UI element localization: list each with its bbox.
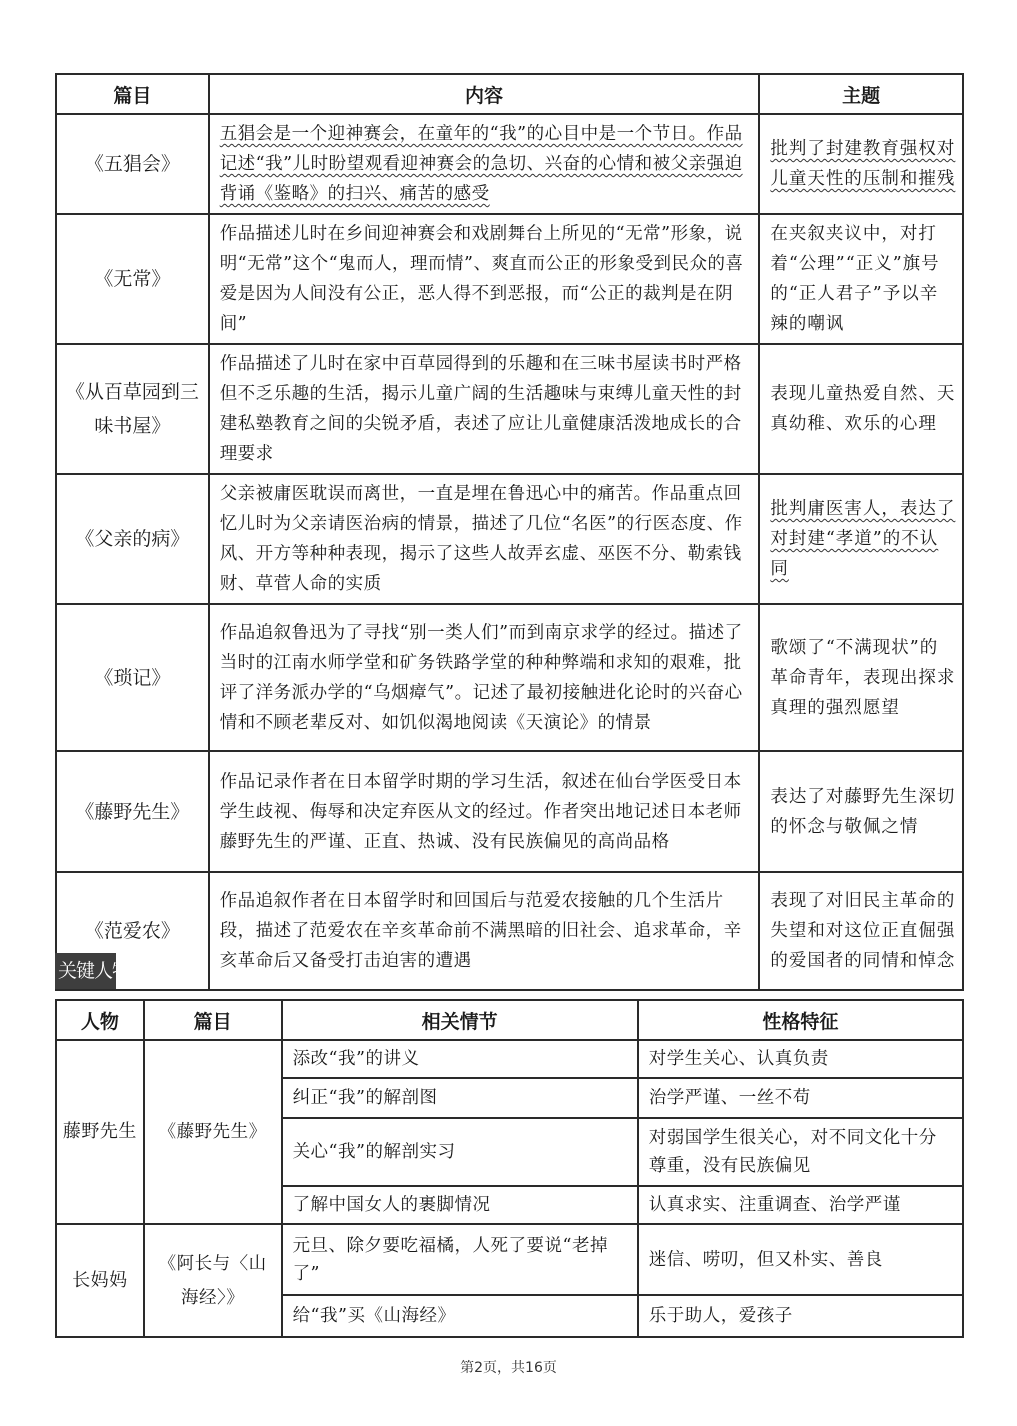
person-name: 藤野先生 — [56, 1040, 144, 1224]
table-row — [56, 344, 963, 474]
header-title: 篇目 — [56, 74, 209, 114]
person-work: 《藤野先生》 — [144, 1040, 282, 1224]
work-title: 《范爱农》 — [56, 872, 209, 990]
trait-cell: 对弱国学生很关心，对不同文化十分尊重，没有民族偏见 — [638, 1118, 963, 1186]
work-theme: 在夹叙夹议中，对打着“公理”“正义”旗号的“正人君子”予以辛辣的嘲讽 — [759, 214, 963, 344]
table-row — [56, 1224, 963, 1295]
table-row — [56, 872, 963, 990]
work-content: 父亲被庸医耽误而离世，一直是埋在鲁迅心中的痛苦。作品重点回忆儿时为父亲请医治病的情景，描述了几位“名医”的行医态度、作风、开方等种种表现，揭示了这些人故弄玄虚、巫医不分、勒索钱财、草菅人命的实质 — [209, 474, 760, 604]
work-title: 《琐记》 — [56, 604, 209, 751]
trait-cell: 对学生关心、认真负责 — [638, 1040, 963, 1078]
header-theme: 主题 — [759, 74, 963, 114]
work-theme: 表现儿童热爱自然、天真幼稚、欢乐的心理 — [759, 344, 963, 474]
trait-cell: 治学严谨、一丝不苟 — [638, 1078, 963, 1118]
header-work: 篇目 — [144, 1000, 282, 1040]
trait-cell: 乐于助人，爱孩子 — [638, 1295, 963, 1337]
work-theme — [759, 114, 963, 214]
header-person: 人物 — [56, 1000, 144, 1040]
person-work: 《阿长与〈山海经〉》 — [144, 1224, 282, 1337]
header-plot: 相关情节 — [282, 1000, 638, 1040]
work-content-text: 五猖会是一个迎神赛会，在童年的“我”的心目中是一个节日。作品记述“我”儿时盼望观看迎神赛会的急切、兴奋的心情和被父亲强迫背诵《鉴略》的扫兴、痛苦的感受 — [219, 124, 743, 204]
work-title: 《父亲的病》 — [56, 474, 209, 604]
work-theme: 表达了对藤野先生深切的怀念与敬佩之情 — [759, 751, 963, 872]
trait-cell: 迷信、唠叨，但又朴实、善良 — [638, 1224, 963, 1295]
table-row — [56, 214, 963, 344]
work-title: 《五猖会》 — [56, 114, 209, 214]
work-content — [209, 114, 760, 214]
work-theme — [759, 474, 963, 604]
plot-cell: 关心“我”的解剖实习 — [282, 1118, 638, 1186]
work-content: 作品描述了儿时在家中百草园得到的乐趣和在三味书屋读书时严格但不乏乐趣的生活，揭示儿童广阔的生活趣味与束缚儿童天性的封建私塾教育之间的尖锐矛盾，表述了应让儿童健康活泼地成长的合理要求 — [209, 344, 760, 474]
table-header-row — [56, 1000, 963, 1040]
work-content: 作品描述儿时在乡间迎神赛会和戏剧舞台上所见的“无常”形象，说明“无常”这个“鬼而人，理而情”、爽直而公正的形象受到民众的喜爱是因为人间没有公正，恶人得不到恶报，而“公正的裁判是在阴间” — [209, 214, 760, 344]
plot-cell: 了解中国女人的裹脚情况 — [282, 1186, 638, 1224]
work-content: 作品追叙鲁迅为了寻找“别一类人们”而到南京求学的经过。描述了当时的江南水师学堂和矿务铁路学堂的种种弊端和求知的艰难，批评了洋务派办学的“乌烟瘴气”。记述了最初接触进化论时的兴奋心情和不顾老辈反对、如饥似渴地阅读《天演论》的情景 — [209, 604, 760, 751]
work-title: 《无常》 — [56, 214, 209, 344]
work-content: 作品追叙作者在日本留学时和回国后与范爱农接触的几个生活片段，描述了范爱农在辛亥革命前不满黑暗的旧社会、追求革命，辛亥革命后又备受打击迫害的遭遇 — [209, 872, 760, 990]
plot-cell: 给“我”买《山海经》 — [282, 1295, 638, 1337]
person-name: 长妈妈 — [56, 1224, 144, 1337]
table-row — [56, 1040, 963, 1078]
work-theme-text: 批判庸医害人，表达了对封建“孝道”的不认同 — [770, 499, 956, 579]
header-trait: 性格特征 — [638, 1000, 963, 1040]
work-theme: 歌颂了“不满现状”的革命青年，表现出探求真理的强烈愿望 — [759, 604, 963, 751]
works-summary-table — [55, 73, 964, 991]
table-header-row — [56, 74, 963, 114]
table-row — [56, 474, 963, 604]
table-row — [56, 604, 963, 751]
trait-cell: 认真求实、注重调查、治学严谨 — [638, 1186, 963, 1224]
table-row — [56, 114, 963, 214]
work-theme: 表现了对旧民主革命的失望和对这位正直倔强的爱国者的同情和悼念 — [759, 872, 963, 990]
work-theme-text: 批判了封建教育强权对儿童天性的压制和摧残 — [770, 139, 956, 189]
key-people-section-label: 关键人物 — [55, 953, 116, 989]
work-content: 作品记录作者在日本留学时期的学习生活，叙述在仙台学医受日本学生歧视、侮辱和决定弃医从文的经过。作者突出地记述日本老师藤野先生的严谨、正直、热诚、没有民族偏见的高尚品格 — [209, 751, 760, 872]
plot-cell: 元旦、除夕要吃福橘，人死了要说“老掉了” — [282, 1224, 638, 1295]
plot-cell: 纠正“我”的解剖图 — [282, 1078, 638, 1118]
page-number: 第2页，共16页 — [460, 1360, 557, 1376]
work-title: 《藤野先生》 — [56, 751, 209, 872]
header-content: 内容 — [209, 74, 760, 114]
plot-cell: 添改“我”的讲义 — [282, 1040, 638, 1078]
table-row — [56, 751, 963, 872]
work-title: 《从百草园到三味书屋》 — [56, 344, 209, 474]
key-people-table — [55, 999, 964, 1338]
